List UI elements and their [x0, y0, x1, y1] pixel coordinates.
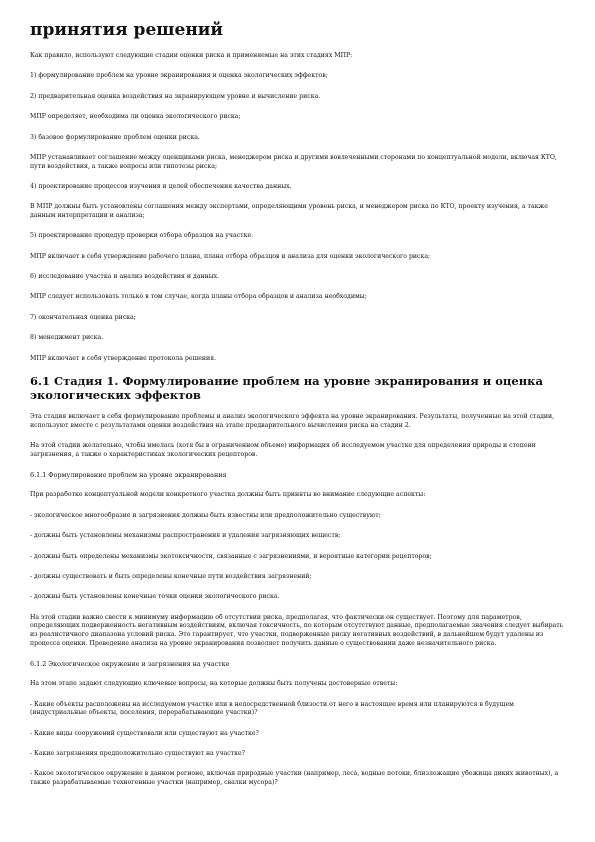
subsection-heading: 6.1.1 Формулирование проблем на уровне экранирования — [30, 471, 227, 480]
list-item: - должны быть установлены конечные точки оценки экологического риска. — [30, 593, 280, 601]
list-item: - должны быть определены механизмы экотоксичности, связанные с загрязнениями, и вероятные категории рецепторов; — [30, 552, 432, 560]
list-item: - экологическое многообразие и загрязнения должны быть известны или предположительно существуют; — [30, 511, 381, 519]
paragraph: МПР устанавливает соглашение между оценщиками риска, менеджером риска и другими вовлеченными сторонами по концептуальной модели, включая КТО, пути воздействия, а также вопросы или гипотезы риска; — [30, 153, 557, 170]
list-item: 2) предварительная оценка воздействия на экранирующем уровне и вычисление риска. — [30, 92, 321, 100]
list-item: - должны существовать и быть определены конечные пути воздействия загрязнений; — [30, 572, 312, 580]
list-item: - Какие загрязнения предположительно существуют на участке? — [30, 750, 245, 758]
list-item: 5) проектирование процедур проверки отбора образцов на участке. — [30, 232, 254, 240]
paragraph: Эта стадия включает в себя формулирование проблемы и анализ экологического эффекта на уровне экранирования. Результаты, полученные на этой стадии, используют вместе с результатами оценки воздействия на этапе предварительного вычисления риска на стадии 2. — [30, 413, 555, 429]
paragraph: Как правило, используют следующие стадии оценки риска и применяемые на этих стадиях МПР: — [30, 52, 353, 59]
paragraph: При разработке концептуальной модели конкретного участка должны быть приняты во внимание следующие аспекты: — [30, 491, 426, 499]
section-heading: 6.1 Стадия 1. Формулирование проблем на уровне экранирования и оценка экологических эффектов — [30, 374, 543, 402]
paragraph: МПР включает в себя утверждение рабочего плана, плана отбора образцов и анализа для оценки экологического риска; — [30, 252, 431, 260]
list-item: - Какие объекты расположены на исследуемом участке или в непосредственной близости от него в настоящее время или планируются в будущем (индустриальные объекты, поселения, перерабатывающие участки)? — [30, 700, 514, 717]
paragraph: На этой стадии желательно, чтобы имелась (хотя бы в ограниченном объеме) информация об исследуемом участке для определения природы и степени загрязнения, а также о характеристиках экологических рецепторов. — [30, 442, 536, 458]
paragraph: МПР включает в себя утверждение протокола решения. — [30, 354, 217, 362]
list-item: 4) проектирование процессов изучения и целей обеспечения качества данных. — [30, 182, 292, 190]
paragraph: В МПР должны быть установлены соглашения между экспертами, определяющими уровень риска, и менеджером риска по КТО, проекту изучения, а также данным интерпретации и анализа; — [30, 203, 548, 219]
list-item: - Какие виды сооружений существовали или существуют на участке? — [30, 729, 259, 737]
list-item: 8) менеджмент риска. — [30, 334, 104, 342]
list-item: - Какое экологическое окружение в данном регионе, включая природные участки (например, лесá, водные потоки, близлежащие убежища диких животных), а также разрабатываемые техногенные участки (например, свалки мусора)? — [30, 770, 559, 787]
list-item: 1) формулирование проблем на уровне экранирования и оценка экологических эффектов; — [30, 72, 328, 80]
list-item: 7) окончательная оценка риска; — [30, 313, 136, 321]
list-item: - должны быть установлены механизмы распространения и удаления загрязняющих веществ; — [30, 532, 341, 540]
subsection-heading: 6.1.2 Экологическое окружение и загрязнения на участке — [30, 659, 230, 668]
paragraph: На этой стадии важно свести к минимуму информацию об отсутствии риска, предполагая, что фактически он существует. Поэтому для параметров, определяющих подверженность негативным воздействиям, включая токсичность, по которым отсутствуют данные, предполагаемые значения следует выбирать из реалистичного диапазона условий риска. Это гарантирует, что участки, подверженные риску негативных воздействий, в дальнейшем будут удалены из процесса оценки. Проведение анализа на уровне экранирования позволяет получить данные о существовании даже незначительного риска. — [30, 613, 564, 647]
paragraph: МПР определяет, необходима ли оценка экологического риска; — [30, 113, 241, 121]
list-item: 6) исследование участка и анализ воздействия и данных. — [30, 273, 220, 281]
paragraph: МПР следует использовать только в том случае, когда планы отбора образцов и анализа необходимы; — [30, 293, 367, 301]
page-title: принятия решений — [30, 20, 224, 40]
list-item: 3) базовое формулирование проблем оценки риска. — [30, 133, 200, 141]
paragraph: На этом этапе задают следующие ключевые вопросы, на которые должны быть получены достоверные ответы: — [30, 680, 398, 688]
